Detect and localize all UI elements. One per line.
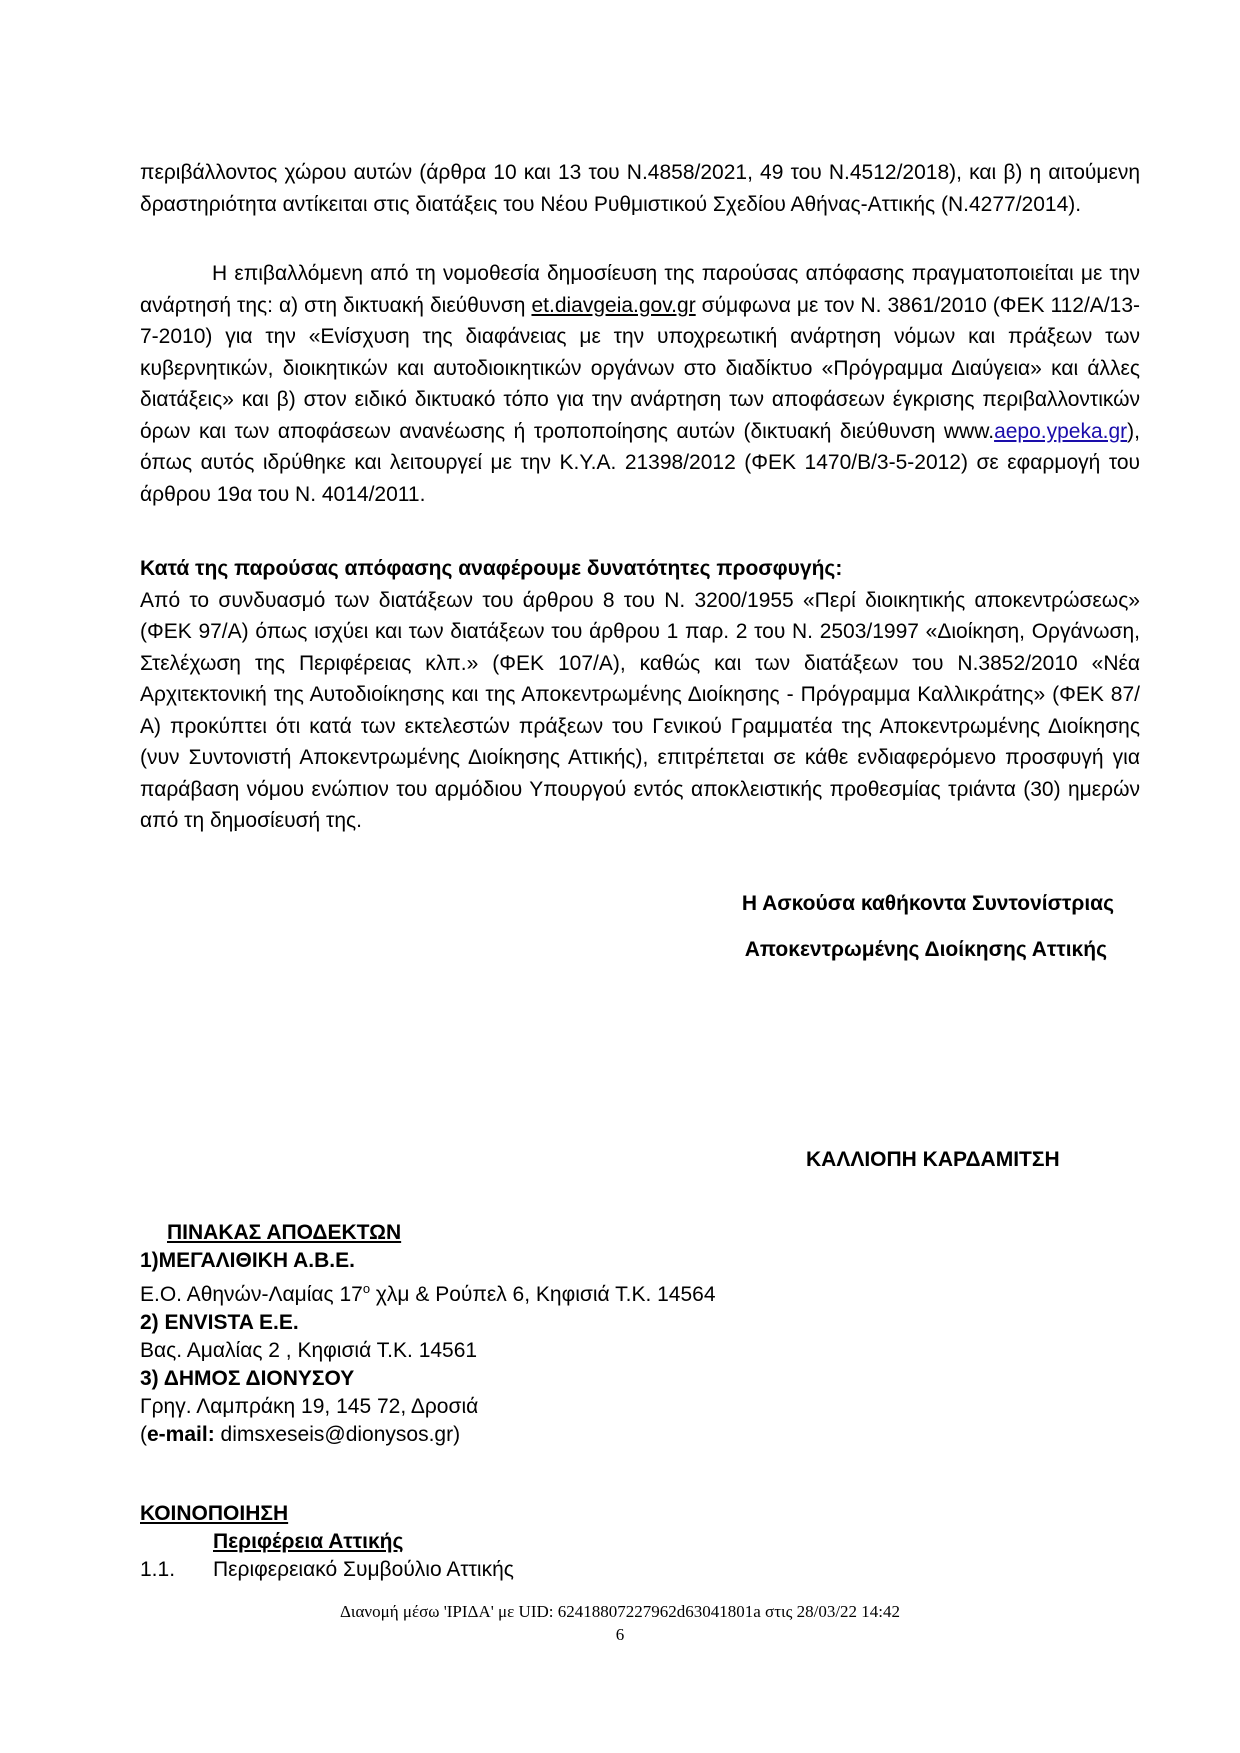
appeal-text: Από το συνδυασμό των διατάξεων του άρθρου 8 του Ν. 3200/1955 «Περί διοικητικής αποκεντρώσεως» (ΦΕΚ 97/Α) όπως ισχύει και των διατάξεων του άρθρου 1 παρ. 2 του Ν. 2503/1997 «Διοίκηση, Οργάνωση, Στελέχωση της Περιφέρειας κλπ.» (ΦΕΚ 107/Α), καθώς και των διατάξεων του Ν.3852/2010 «Νέα Αρχιτεκτονική της Αυτοδιοίκησης και της Αποκεντρωμένης Διοίκησης - Πρόγραμμα Καλλικράτης» (ΦΕΚ 87/Α) προκύπτει ότι κατά των εκτελεστών πράξεων του Γενικού Γραμματέα της Αποκεντρωμένης Διοίκησης (νυν Συντονιστή Αποκεντρωμένης Διοίκησης Αττικής), επιτρέπεται σε κάθε ενδιαφερόμενο προσφυγή για παράβαση νόμου ενώπιον του αρμόδιου Υπουργού εντός αποκλειστικής προθεσμίας τριάντα (30) ημερών από τη δημοσίευσή της. (140, 588, 1140, 832)
aepo-link[interactable]: aepo.ypeka.gr (994, 419, 1128, 443)
recipients-list (140, 1219, 716, 1449)
recipient-1-name: 1)ΜΕΓΑΛΙΘΙΚΗ Α.Β.Ε. (140, 1249, 355, 1272)
page-number: 6 (615, 1625, 625, 1644)
recipient-1-address (140, 1275, 716, 1309)
paragraph-environment (140, 157, 1140, 220)
email-value[interactable]: dimsxeseis@dionysos.gr) (214, 1423, 461, 1446)
recipient-1-address-sup: ο (362, 1281, 371, 1296)
email-label: e-mail: (147, 1423, 215, 1446)
diavgeia-link[interactable]: et.diavgeia.gov.gr (531, 293, 696, 317)
recipient-3-email (140, 1421, 716, 1449)
paragraph-appeal (140, 553, 1140, 837)
recipient-3-address: Γρηγ. Λαμπράκη 19, 145 72, Δροσιά (140, 1395, 479, 1418)
signature-role-line2: Αποκεντρωμένης Διοίκησης Αττικής (744, 938, 1107, 961)
cc-item (140, 1556, 514, 1584)
paragraph-publication (140, 258, 1140, 510)
recipient-2-address: Βας. Αμαλίας 2 , Κηφισιά Τ.Κ. 14561 (140, 1339, 478, 1362)
recipient-2-name: 2) ENVISTA E.E. (140, 1311, 299, 1334)
signatory-name: ΚΑΛΛΙΟΠΗ ΚΑΡΔΑΜΙΤΣΗ (806, 1148, 1060, 1171)
distribution-footer: Διανομή μέσω 'ΙΡΙΔΑ' με UID: 62418807227962d63041801a στις 28/03/22 14:42 (339, 1602, 901, 1621)
cc-subtitle: Περιφέρεια Αττικής (213, 1530, 404, 1553)
recipient-3-name: 3) ΔΗΜΟΣ ΔΙΟΝΥΣΟΥ (140, 1367, 355, 1390)
publication-text-2: σύμφωνα με τον Ν. 3861/2010 (ΦΕΚ 112/Α/13-7-2010) για την «Ενίσχυση της διαφάνειας με την υποχρεωτική ανάρτηση νόμων και πράξεων των κυβερνητικών, διοικητικών και αυτοδιοικητικών οργάνων στο διαδίκτυο «Πρόγραμμα Διαύγεια» και άλλες διατάξεις» και β) στον ειδικό δικτυακό τόπο για την ανάρτηση των αποφάσεων έγκρισης περιβαλλοντικών όρων και των αποφάσεων ανανέωσης ή τροποποίησης αυτών (δικτυακή διεύθυνση www. (140, 293, 1141, 443)
publication-text-1: Η επιβαλλόμενη από τη νομοθεσία δημοσίευση της παρούσας απόφασης πραγματοποιείται με την ανάρτησή της: α) στη δικτυακή διεύθυνση (140, 262, 1140, 317)
cc-title: ΚΟΙΝΟΠΟΙΗΣΗ (140, 1502, 289, 1525)
recipient-1-address-a: Ε.Ο. Αθηνών-Λαμίας 17 (140, 1283, 363, 1306)
signature-role-line1: Η Ασκούσα καθήκοντα Συντονίστριας (741, 892, 1114, 915)
appeal-heading: Κατά της παρούσας απόφασης αναφέρουμε δυνατότητες προσφυγής: (140, 557, 843, 580)
email-paren: ( (140, 1423, 147, 1446)
paragraph-environment-text: περιβάλλοντος χώρου αυτών (άρθρα 10 και 13 του Ν.4858/2021, 49 του Ν.4512/2018), και β) η αιτούμενη δραστηριότητα αντίκειται στις διατάξεις του Νέου Ρυθμιστικού Σχεδίου Αθήνας-Αττικής (Ν.4277/2014). (140, 161, 1140, 216)
recipients-title: ΠΙΝΑΚΑΣ ΑΠΟΔΕΚΤΩΝ (167, 1221, 402, 1244)
cc-item-number: 1.1. (140, 1558, 176, 1581)
publication-text-3: ), όπως αυτός ιδρύθηκε και λειτουργεί με την Κ.Υ.Α. 21398/2012 (ΦΕΚ 1470/Β/3-5-2012) σε εφαρμογή του άρθρου 19α του Ν. 4014/2011. (140, 419, 1140, 506)
recipient-1-address-b: χλμ & Ρούπελ 6, Κηφισιά Τ.Κ. 14564 (370, 1283, 716, 1306)
cc-item-text: Περιφερειακό Συμβούλιο Αττικής (213, 1558, 514, 1581)
cc-section (140, 1500, 514, 1584)
